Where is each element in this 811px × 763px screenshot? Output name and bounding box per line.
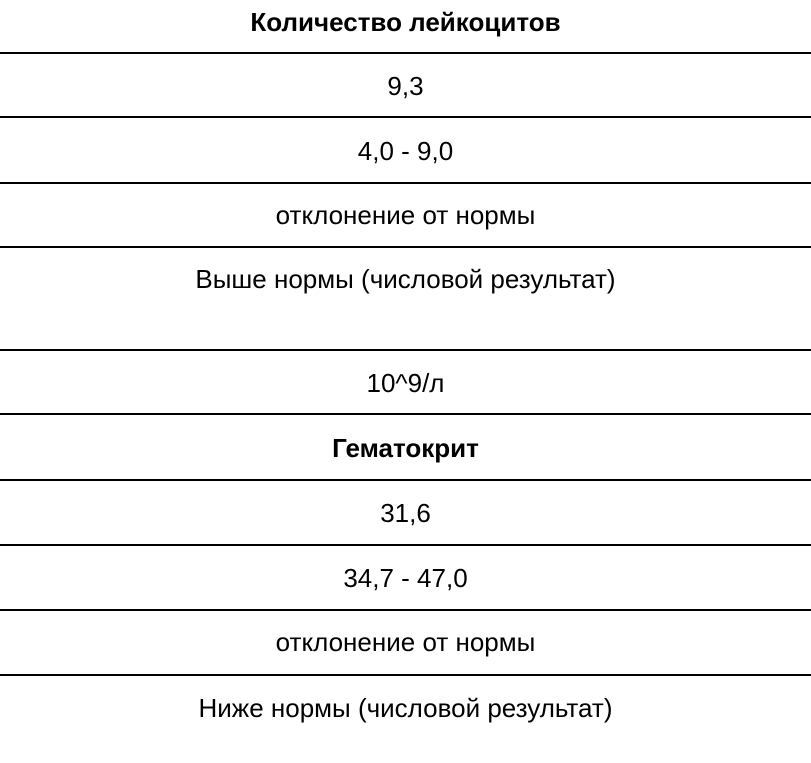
deviation-detail: Ниже нормы (числовой результат) (198, 693, 613, 723)
reference-range: 4,0 - 9,0 (357, 136, 454, 166)
deviation-status: отклонение от нормы (275, 627, 536, 657)
divider (0, 182, 811, 184)
divider (0, 674, 811, 676)
test-name-hematocrit: Гематокрит (332, 433, 479, 463)
divider (0, 544, 811, 546)
deviation-status: отклонение от нормы (275, 200, 536, 230)
divider (0, 413, 811, 415)
result-value: 31,6 (380, 498, 431, 528)
unit: 10^9/л (366, 368, 445, 398)
deviation-detail: Выше нормы (числовой результат) (195, 264, 616, 294)
result-value: 9,3 (387, 71, 424, 101)
divider (0, 609, 811, 611)
divider (0, 116, 811, 118)
divider (0, 246, 811, 248)
divider (0, 479, 811, 481)
test-name-leukocytes: Количество лейкоцитов (250, 7, 561, 37)
divider (0, 349, 811, 351)
reference-range: 34,7 - 47,0 (343, 563, 468, 593)
divider (0, 52, 811, 54)
